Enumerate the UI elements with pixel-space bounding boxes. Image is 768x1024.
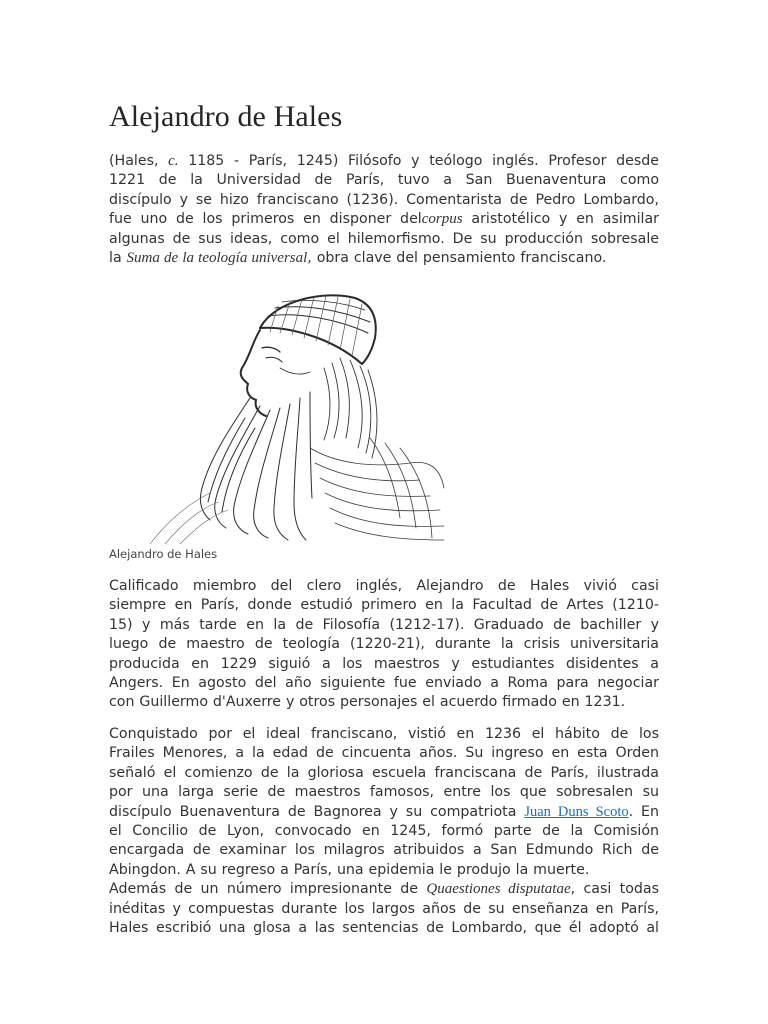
duns-scoto-link[interactable]: Juan Duns Scoto bbox=[524, 803, 629, 820]
text-line: Abingdon. A su regreso a París, una epidemia le produjo la muerte. bbox=[109, 861, 590, 878]
text-line: Frailes Menores, a la edad de cincuenta años. Su ingreso en esta Orden bbox=[109, 745, 659, 762]
text-line: Conquistado por el ideal franciscano, vistió en 1236 el hábito de los bbox=[109, 726, 659, 742]
circa-abbrev: c. bbox=[168, 153, 179, 169]
biography-paragraph-1 bbox=[109, 577, 659, 713]
text-line: luego de maestro de teología (1220-21), durante la crisis universitaria bbox=[109, 636, 659, 653]
text-line: inéditas y compuestas durante los largos años de su enseñanza en París, bbox=[109, 900, 659, 917]
corpus-term: corpus bbox=[421, 211, 463, 228]
biography-paragraph-2 bbox=[109, 725, 659, 938]
work-title: Quaestiones disputatae bbox=[426, 881, 571, 898]
text-line: el Concilio de Lyon, convocado en 1245, formó parte de la Comisión bbox=[109, 823, 659, 840]
portrait-image bbox=[110, 288, 445, 544]
text-line: con Guillermo d'Auxerre y otros personajes el acuerdo firmado en 1231. bbox=[109, 694, 626, 711]
text-line: la Suma de la teología universal, obra clave del pensamiento franciscano. bbox=[109, 250, 607, 267]
text-line: discípulo Buenaventura de Bagnorea y su compatriota Juan Duns Scoto. En bbox=[109, 803, 659, 820]
text-line: 15) y más tarde en la de Filosofía (1212-17). Graduado de bachiller y bbox=[109, 616, 659, 633]
work-title: Suma de la teología universal bbox=[126, 250, 308, 267]
text-line: discípulo y se hizo franciscano (1236). Comentarista de Pedro Lombardo, bbox=[109, 191, 659, 208]
text-line: Angers. En agosto del año siguiente fue enviado a Roma para negociar bbox=[109, 675, 659, 692]
text-line: por una larga serie de maestros famosos, entre los que sobresalen su bbox=[109, 784, 659, 801]
text-line: algunas de sus ideas, como el hilemorfismo. De su producción sobresale bbox=[109, 230, 659, 247]
text-line: producida en 1229 siguió a los maestros y estudiantes disidentes a bbox=[109, 655, 659, 672]
text-line: (Hales, c. 1185 - París, 1245) Filósofo y teólogo inglés. Profesor desde bbox=[109, 153, 659, 169]
text-line: fue uno de los primeros en disponer delcorpus aristotélico y en asimilar bbox=[109, 211, 659, 228]
text-line: Calificado miembro del clero inglés, Alejandro de Hales vivió casi bbox=[109, 578, 659, 594]
text-line: encargada de examinar los milagros atribuidos a San Edmundo Rich de bbox=[109, 842, 659, 859]
text-line: Hales escribió una glosa a las sentencias de Lombardo, que él adoptó al bbox=[109, 920, 659, 937]
text-line: 1221 de la Universidad de París, tuvo a San Buenaventura como bbox=[109, 172, 659, 189]
intro-paragraph bbox=[109, 152, 659, 268]
text-line: señaló el comienzo de la gloriosa escuela franciscana de París, ilustrada bbox=[109, 764, 659, 781]
text-line: siempre en París, donde estudió primero en la Facultad de Artes (1210- bbox=[109, 597, 659, 614]
text-line: Además de un número impresionante de Quaestiones disputatae, casi todas bbox=[109, 881, 659, 898]
page-title: Alejandro de Hales bbox=[109, 100, 343, 133]
figure-caption: Alejandro de Hales bbox=[109, 547, 218, 561]
